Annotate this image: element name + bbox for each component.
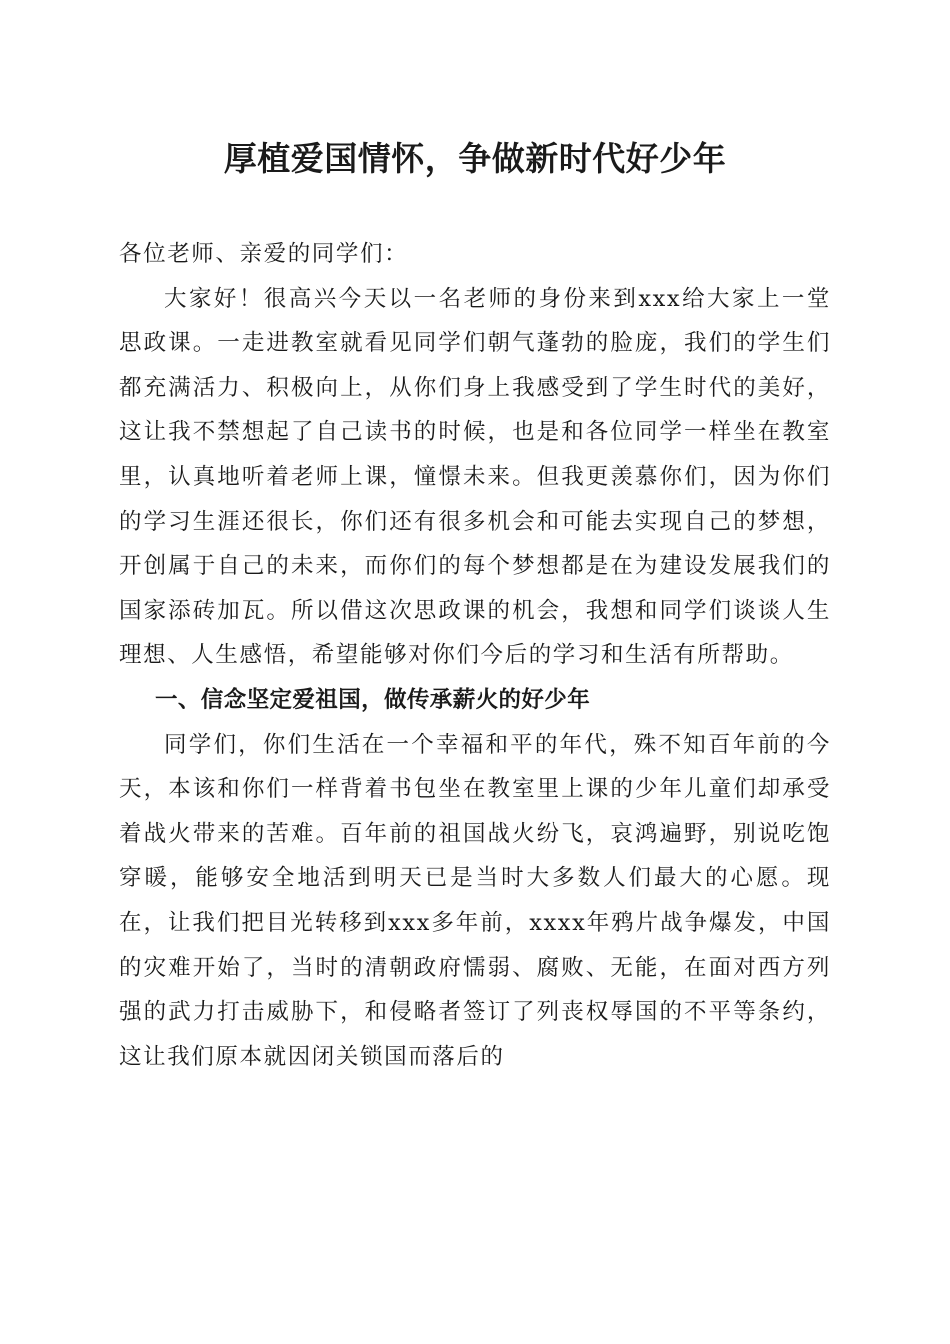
section-heading-1: 一、信念坚定爱祖国，做传承薪火的好少年 (155, 686, 591, 713)
document-body (119, 232, 831, 1079)
paragraph-intro: 大家好！很高兴今天以一名老师的身份来到xxx给大家上一堂思政课。一走进教室就看见同学们朝气蓬勃的脸庞，我们的学生们都充满活力、积极向上，从你们身上我感受到了学生时代的美好，这让我不禁想起了自己读书的时候，也是和各位同学一样坐在教室里，认真地听着老师上课，憧憬未来。但我更羡慕你们，因为你们的学习生涯还很长，你们还有很多机会和可能去实现自己的梦想，开创属于自己的未来，而你们的每个梦想都是在为建设发展我们的国家添砖加瓦。所以借这次思政课的机会，我想和同学们谈谈人生理想、人生感悟，希望能够对你们今后的学习和生活有所帮助。 (119, 285, 831, 669)
salutation: 各位老师、亲爱的同学们： (119, 241, 409, 267)
document-title: 厚植爱国情怀，争做新时代好少年 (223, 139, 727, 178)
paragraph-section-1: 同学们，你们生活在一个幸福和平的年代，殊不知百年前的今天，本该和你们一样背着书包坐在教室里上课的少年儿童们却承受着战火带来的苦难。百年前的祖国战火纷飞，哀鸿遍野，别说吃饱穿暖，能够安全地活到明天已是当时大多数人们最大的心愿。现在，让我们把目光转移到xxx多年前，xxxx年鸦片战争爆发，中国的灾难开始了，当时的清朝政府懦弱、腐败、无能，在面对西方列强的武力打击威胁下，和侵略者签订了列丧权辱国的不平等条约，这让我们原本就因闭关锁国而落后的 (119, 731, 831, 1070)
